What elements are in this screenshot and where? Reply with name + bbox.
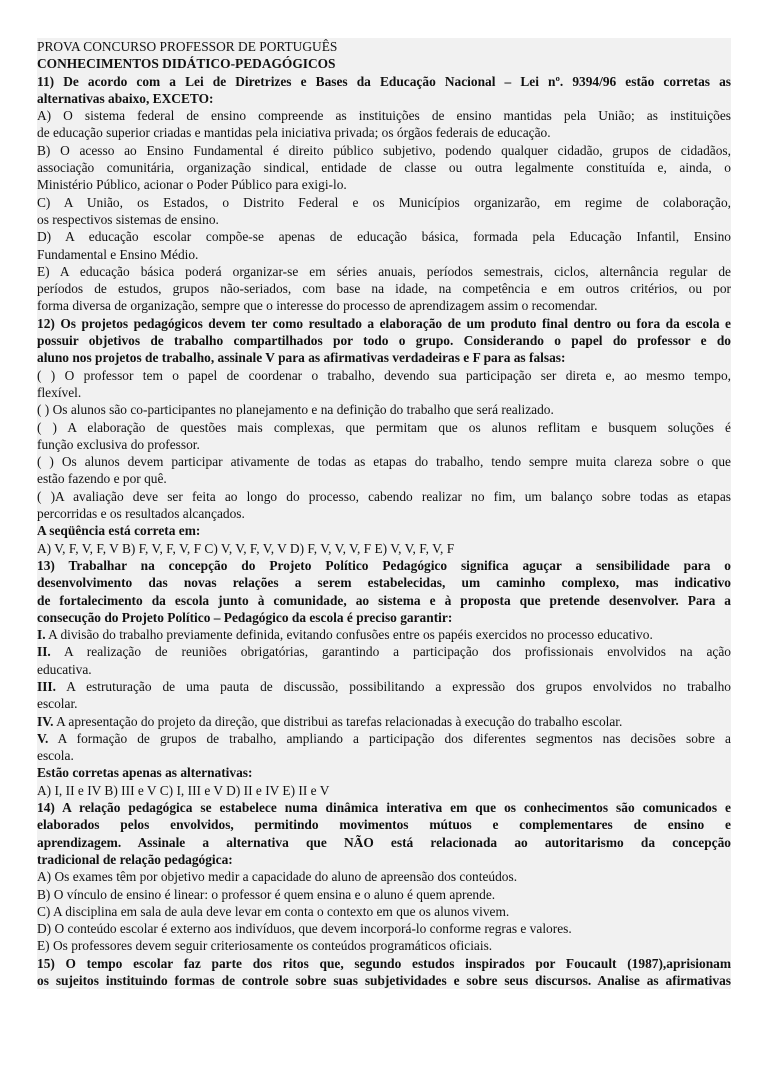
- text-line: Ministério Público, acionar o Poder Público para exigi-lo.: [37, 176, 731, 193]
- text-line: E) A educação básica poderá organizar-se em séries anuais, períodos semestrais, ciclos, alternância regular de: [37, 263, 731, 279]
- item-numeral: III.: [37, 678, 56, 694]
- text-line: percorridas e os resultados alcançados.: [37, 505, 731, 522]
- text-line: ( ) A elaboração de questões mais complexas, que permitam que os alunos reflitam e busquem soluções é: [37, 419, 731, 435]
- text-line: E) Os professores devem seguir criteriosamente os conteúdos programáticos oficiais.: [37, 937, 731, 954]
- document-page: [37, 38, 731, 989]
- text-line: os respectivos sistemas de ensino.: [37, 211, 731, 228]
- text-line: B) O vínculo de ensino é linear: o professor é quem ensina e o aluno é quem aprende.: [37, 886, 731, 903]
- text-line: escolar.: [37, 695, 731, 712]
- text-line: CONHECIMENTOS DIDÁTICO-PEDAGÓGICOS: [37, 55, 731, 72]
- text-line: alternativas abaixo, EXCETO:: [37, 90, 731, 107]
- text-line: associação comunitária, organização sindical, entidade de classe ou outra legalmente constituída e, ainda, o: [37, 160, 731, 176]
- text-line: I. A divisão do trabalho previamente definida, evitando confusões entre os papéis exercidos no processo educativo.: [37, 626, 731, 643]
- text-line: D) A educação escolar compõe-se apenas de educação básica, formada pela Educação Infantil, Ensino: [37, 229, 731, 245]
- text-line: função exclusiva do professor.: [37, 436, 731, 453]
- text-line: IV. A apresentação do projeto da direção, que distribui as tarefas relacionadas à execução do trabalho escolar.: [37, 713, 731, 730]
- text-line: 12) Os projetos pedagógicos devem ter como resultado a elaboração de um produto final dentro ou fora da escola e: [37, 315, 731, 331]
- text-line: Fundamental e Ensino Médio.: [37, 246, 731, 263]
- text-line: B) O acesso ao Ensino Fundamental é direito público subjetivo, podendo qualquer cidadão, grupos de cidadãos,: [37, 142, 731, 158]
- text-line: tradicional de relação pedagógica:: [37, 851, 731, 868]
- text-line: de educação superior criadas e mantidas pela iniciativa privada; os órgãos federais de educação.: [37, 124, 731, 141]
- text-line: 15) O tempo escolar faz parte dos ritos que, segundo estudos inspirados por Foucault (1987),aprisionam: [37, 955, 731, 971]
- text-line: D) O conteúdo escolar é externo aos indivíduos, que devem incorporá-lo conforme regras e valores.: [37, 920, 731, 937]
- text-line: A) Os exames têm por objetivo medir a capacidade do aluno de apreensão dos conteúdos.: [37, 868, 731, 885]
- text-line: consecução do Projeto Político – Pedagógico da escola é preciso garantir:: [37, 609, 731, 626]
- text-line: desenvolvimento das novas relações a serem estabelecidas, um caminho complexo, mas indicativo: [37, 575, 731, 591]
- text-line: aprendizagem. Assinale a alternativa que NÃO está relacionada ao autoritarismo da concepção: [37, 834, 731, 850]
- text-line: períodos de estudos, grupos não-seriados, com base na idade, na competência e em outros critérios, ou por: [37, 281, 731, 297]
- text-line: A) O sistema federal de ensino compreende as instituições de ensino mantidas pela União; as instituições: [37, 108, 731, 124]
- text-line: 13) Trabalhar na concepção do Projeto Político Pedagógico significa aguçar a sensibilidade para o: [37, 557, 731, 573]
- text-line: educativa.: [37, 661, 731, 678]
- text-line: A) V, F, V, F, V B) F, V, F, V, F C) V, V, F, V, V D) F, V, V, V, F E) V, V, F, V, F: [37, 540, 731, 557]
- item-numeral: IV.: [37, 713, 54, 729]
- text-line: PROVA CONCURSO PROFESSOR DE PORTUGUÊS: [37, 38, 731, 55]
- text-line: ( ) O professor tem o papel de coordenar o trabalho, devendo sua participação ser direta e, ao mesmo tempo,: [37, 367, 731, 383]
- text-line: 14) A relação pedagógica se estabelece numa dinâmica interativa em que os conhecimentos são comunicados e: [37, 800, 731, 816]
- text-line: aluno nos projetos de trabalho, assinale V para as afirmativas verdadeiras e F para as falsas:: [37, 349, 731, 366]
- text-line: escola.: [37, 747, 731, 764]
- text-line: C) A União, os Estados, o Distrito Federal e os Municípios organizarão, em regime de colaboração,: [37, 194, 731, 210]
- text-line: ( )A avaliação deve ser feita ao longo do processo, cabendo realizar no fim, um balanço sobre todas as etapas: [37, 488, 731, 504]
- text-line: ( ) Os alunos devem participar ativamente de todas as etapas do trabalho, tendo sempre muita clareza sobre o que: [37, 454, 731, 470]
- text-line: V. A formação de grupos de trabalho, ampliando a participação dos diferentes segmentos nas decisões sobre a: [37, 730, 731, 746]
- text-line: 11) De acordo com a Lei de Diretrizes e Bases da Educação Nacional – Lei nº. 9394/96 estão corretas as: [37, 73, 731, 89]
- item-numeral: II.: [37, 644, 51, 660]
- text-line: ( ) Os alunos são co-participantes no planejamento e na definição do trabalho que será realizado.: [37, 401, 731, 418]
- text-line: de fortalecimento da escola junto à comunidade, ao sistema e à proposta que pretende desenvolver. Para a: [37, 592, 731, 608]
- text-line: forma diversa de organização, sempre que o interesse do processo de aprendizagem assim o recomendar.: [37, 297, 731, 314]
- item-numeral: I.: [37, 627, 46, 643]
- text-line: II. A realização de reuniões obrigatórias, garantindo a participação dos profissionais envolvidos na ação: [37, 644, 731, 660]
- text-line: estão fazendo e por quê.: [37, 470, 731, 487]
- text-line: Estão corretas apenas as alternativas:: [37, 764, 731, 781]
- text-line: C) A disciplina em sala de aula deve levar em conta o contexto em que os alunos vivem.: [37, 903, 731, 920]
- text-line: flexível.: [37, 384, 731, 401]
- text-line: A seqüência está correta em:: [37, 522, 731, 539]
- item-numeral: V.: [37, 730, 49, 746]
- text-line: os sujeitos instituindo formas de controle sobre suas subjetividades e sobre seus discursos. Analise as afirmativas: [37, 973, 731, 989]
- text-line: possuir objetivos de trabalho compartilhados por todo o grupo. Considerando o papel do professor e do: [37, 333, 731, 349]
- text-line: III. A estruturação de uma pauta de discussão, possibilitando a expressão dos grupos envolvidos no trabalho: [37, 678, 731, 694]
- text-line: A) I, II e IV B) III e V C) I, III e V D) II e IV E) II e V: [37, 782, 731, 799]
- text-line: elaborados pelos envolvidos, permitindo movimentos mútuos e complementares de ensino e: [37, 817, 731, 833]
